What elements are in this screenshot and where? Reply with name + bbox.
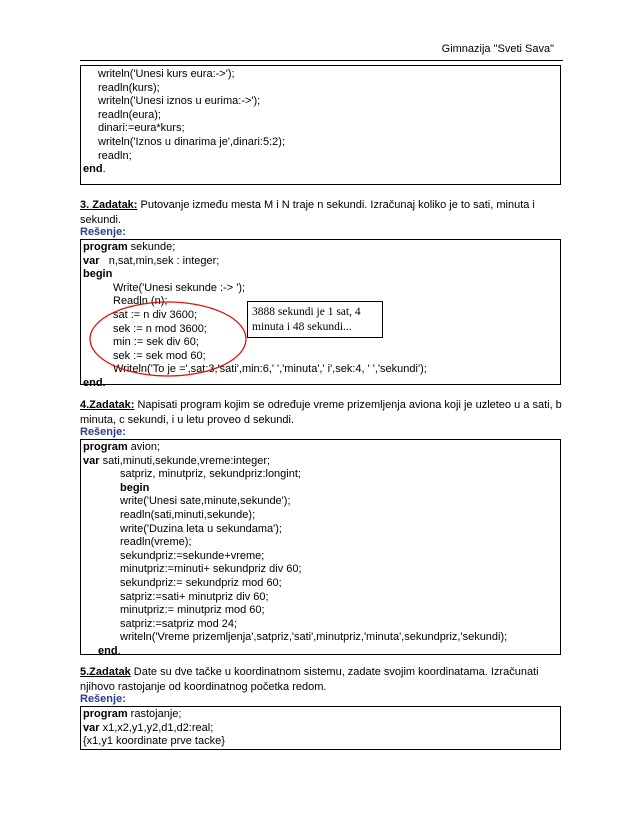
code-block-task-5 xyxy=(80,706,561,750)
task-4-title: 4.Zadatak: xyxy=(80,399,135,411)
code-line: readln; xyxy=(98,149,132,162)
task-4-solution-label: Rešenje: xyxy=(80,426,126,438)
code-line: writeln('Unesi kurs eura:->'); xyxy=(98,68,235,80)
header-rule xyxy=(80,60,563,61)
code-line: program avion; xyxy=(83,441,161,453)
code-line: sekundpriz:= sekundpriz mod 60; xyxy=(120,576,282,589)
code-line: write('Unesi sate,minute,sekunde'); xyxy=(120,495,291,508)
code-line: var sati,minuti,sekunde,vreme:integer; xyxy=(83,454,271,467)
code-line: Writeln('To je =',sat:3,'sati',min:6,' ','minuta',' i',sek:4, ' ','sekundi'); xyxy=(113,363,427,376)
code-line-end: end. xyxy=(83,163,106,176)
code-line: sekundpriz:=sekunde+vreme; xyxy=(120,549,265,562)
task-5-solution-label: Rešenje: xyxy=(80,693,126,705)
task-4-statement xyxy=(80,398,563,427)
code-line: dinari:=eura*kurs; xyxy=(98,122,185,135)
code-block-1 xyxy=(80,65,561,185)
code-line: sek := sek mod 60; xyxy=(113,349,206,362)
code-line: satpriz:=sati+ minutpriz div 60; xyxy=(120,590,269,603)
task-3-statement xyxy=(80,198,563,227)
code-line: writeln('Unesi iznos u eurima:->'); xyxy=(98,95,261,108)
code-line: var n,sat,min,sek : integer; xyxy=(83,254,220,267)
code-line: writeln('Iznos u dinarima je',dinari:5:2); xyxy=(98,135,285,148)
result-callout: 3888 sekundi je 1 sat, 4 minuta i 48 sekundi... xyxy=(247,301,383,338)
task-3-solution-label: Rešenje: xyxy=(80,226,126,238)
code-line-end: end. xyxy=(83,376,106,389)
code-line: var x1,x2,y1,y2,d1,d2:real; xyxy=(83,721,214,734)
task-4-text: Napisati program kojim se određuje vreme prizemljenja aviona koji je uzleteo u a sati, b minuta, c sekundi, i u letu proveo d sekundi. xyxy=(80,399,562,426)
code-line-end: end. xyxy=(98,644,121,657)
task-3-title: 3. Zadatak: xyxy=(80,199,138,211)
code-line: minutpriz:=minuti+ sekundpriz div 60; xyxy=(120,563,302,576)
code-line: program rastojanje; xyxy=(83,708,182,720)
task-5-text: Date su dve tačke u koordinatnom sistemu, zadate svojim koordinatama. Izračunati njihovo rastojanje od koordinatnog početka redom. xyxy=(80,666,539,693)
code-line: write('Duzina leta u sekundama'); xyxy=(120,522,282,535)
code-block-task-4 xyxy=(80,439,561,655)
code-line: readln(sati,minuti,sekunde); xyxy=(120,508,256,521)
code-line: minutpriz:= minutpriz mod 60; xyxy=(120,604,265,617)
task-5-statement xyxy=(80,665,563,694)
code-line: program sekunde; xyxy=(83,241,176,253)
task-3-text: Putovanje između mesta M i N traje n sekundi. Izračunaj koliko je to sati, minuta i sekundi. xyxy=(80,199,535,226)
code-line: readln(vreme); xyxy=(120,536,192,549)
code-line: readln(kurs); xyxy=(98,81,160,94)
document-header: Gimnazija "Sveti Sava" xyxy=(441,43,554,55)
code-line: begin xyxy=(83,268,113,281)
code-line: readln(eura); xyxy=(98,108,161,121)
code-line: min := sek div 60; xyxy=(113,336,199,349)
code-line: sek := n mod 3600; xyxy=(113,322,207,335)
task-5-title: 5.Zadatak xyxy=(80,666,131,678)
code-line: satpriz:=satpriz mod 24; xyxy=(120,617,238,630)
code-line: begin xyxy=(120,481,150,494)
code-line: Write('Unesi sekunde :-> '); xyxy=(113,281,246,294)
code-line: satpriz, minutpriz, sekundpriz:longint; xyxy=(120,468,301,481)
code-line: sat := n div 3600; xyxy=(113,308,198,321)
code-line: writeln('Vreme prizemljenja',satpriz,'sati',minutpriz,'minuta',sekundpriz,'sekundi); xyxy=(120,631,508,644)
code-line: {x1,y1 koordinate prve tacke} xyxy=(83,735,225,748)
code-line: Readln (n); xyxy=(113,295,168,308)
